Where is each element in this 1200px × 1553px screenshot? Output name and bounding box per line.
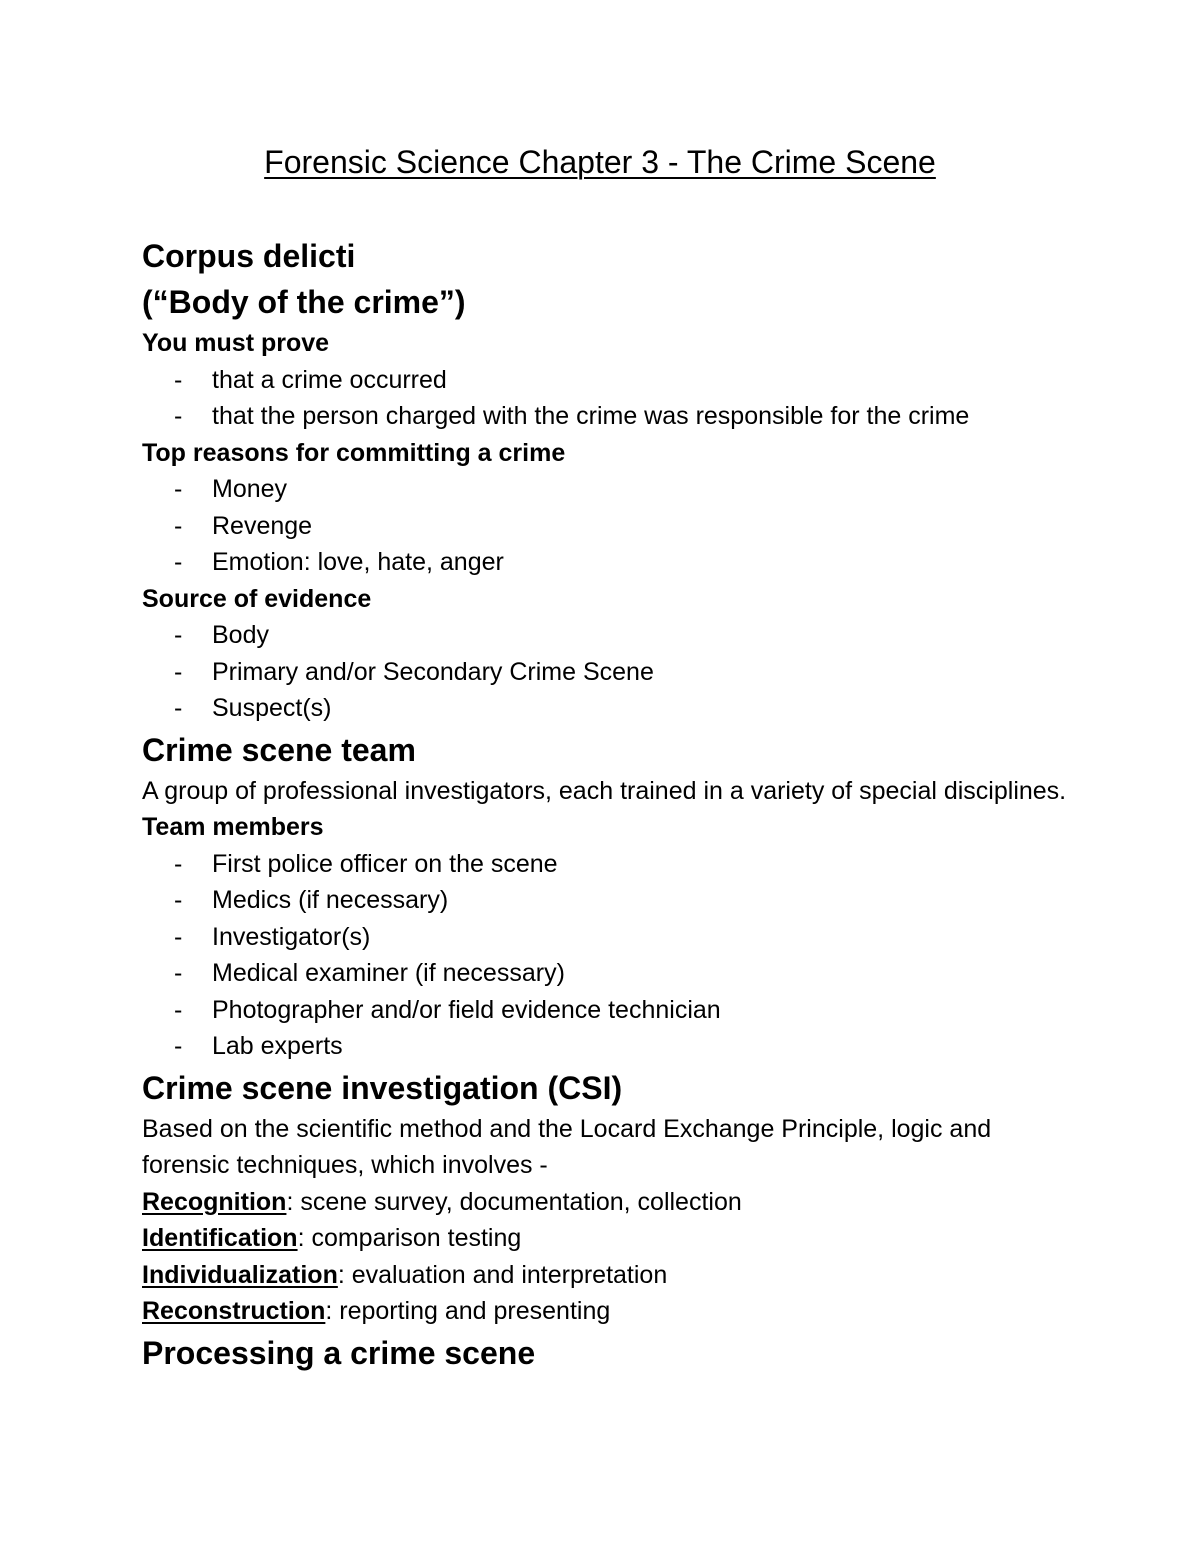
list-item	[142, 955, 1082, 992]
list-item	[142, 690, 1082, 727]
document-body	[142, 233, 1082, 1376]
dash-bullet: -	[174, 959, 183, 987]
list-item-text: Emotion: love, hate, anger	[212, 548, 504, 576]
list-item	[142, 992, 1082, 1029]
must-prove-label: You must prove	[142, 329, 330, 357]
corpus-subheading: (“Body of the crime”)	[142, 284, 466, 320]
dash-bullet: -	[174, 548, 183, 576]
dash-bullet: -	[174, 694, 183, 722]
list-item	[142, 1028, 1082, 1065]
list-item	[142, 362, 1082, 399]
dash-bullet: -	[174, 475, 183, 503]
reasons-list	[142, 471, 1082, 581]
csi-step-term: Recognition	[142, 1187, 287, 1216]
team-members-list	[142, 846, 1082, 1065]
dash-bullet: -	[174, 402, 183, 430]
csi-heading: Crime scene investigation (CSI)	[142, 1069, 623, 1106]
list-item-text: Suspect(s)	[212, 694, 332, 722]
evidence-label: Source of evidence	[142, 584, 372, 613]
list-item	[142, 398, 1082, 435]
list-item-text: Revenge	[212, 511, 313, 540]
dash-bullet: -	[174, 922, 183, 951]
csi-step-text: : scene survey, documentation, collection	[286, 1187, 742, 1216]
list-item	[142, 846, 1082, 883]
list-item	[142, 617, 1082, 654]
list-item-text: Medics (if necessary)	[212, 886, 449, 914]
evidence-list	[142, 617, 1082, 727]
csi-step	[142, 1293, 1082, 1330]
list-item	[142, 508, 1082, 545]
list-item-text: Photographer and/or field evidence technician	[212, 995, 721, 1024]
csi-step-term: Identification	[142, 1224, 298, 1252]
list-item	[142, 471, 1082, 508]
csi-step-text: : reporting and presenting	[325, 1297, 611, 1325]
dash-bullet: -	[174, 621, 183, 649]
team-description: A group of professional investigators, each trained in a variety of special disciplines.	[142, 776, 1067, 805]
dash-bullet: -	[174, 849, 183, 878]
page-title: Forensic Science Chapter 3 - The Crime Scene	[264, 144, 936, 180]
csi-description: Based on the scientific method and the Locard Exchange Principle, logic and forensic techniques, which involves -	[142, 1114, 992, 1179]
list-item-text: Primary and/or Secondary Crime Scene	[212, 657, 654, 686]
corpus-heading: Corpus delicti	[142, 238, 356, 274]
csi-step-term: Reconstruction	[142, 1297, 326, 1325]
dash-bullet: -	[174, 995, 183, 1024]
dash-bullet: -	[174, 657, 183, 686]
list-item	[142, 544, 1082, 581]
csi-step	[142, 1184, 1082, 1221]
csi-step-term: Individualization	[142, 1260, 338, 1289]
dash-bullet: -	[174, 511, 183, 540]
list-item-text: First police officer on the scene	[212, 849, 558, 878]
dash-bullet: -	[174, 1032, 183, 1060]
list-item-text: Money	[212, 475, 288, 503]
dash-bullet: -	[174, 365, 183, 394]
list-item-text: that a crime occurred	[212, 365, 447, 394]
processing-heading: Processing a crime scene	[142, 1334, 536, 1371]
dash-bullet: -	[174, 886, 183, 914]
list-item	[142, 654, 1082, 691]
list-item	[142, 919, 1082, 956]
reasons-label: Top reasons for committing a crime	[142, 438, 566, 467]
team-members-label: Team members	[142, 813, 324, 841]
csi-step-text: : evaluation and interpretation	[337, 1260, 668, 1289]
list-item-text: Investigator(s)	[212, 922, 371, 951]
must-prove-list	[142, 362, 1082, 435]
list-item	[142, 882, 1082, 919]
csi-step	[142, 1257, 1082, 1294]
list-item-text: Lab experts	[212, 1032, 343, 1060]
csi-step	[142, 1220, 1082, 1257]
list-item-text: Medical examiner (if necessary)	[212, 959, 565, 987]
csi-step-text: : comparison testing	[297, 1224, 522, 1252]
list-item-text: that the person charged with the crime was responsible for the crime	[212, 402, 970, 430]
team-heading: Crime scene team	[142, 731, 416, 768]
list-item-text: Body	[212, 621, 269, 649]
